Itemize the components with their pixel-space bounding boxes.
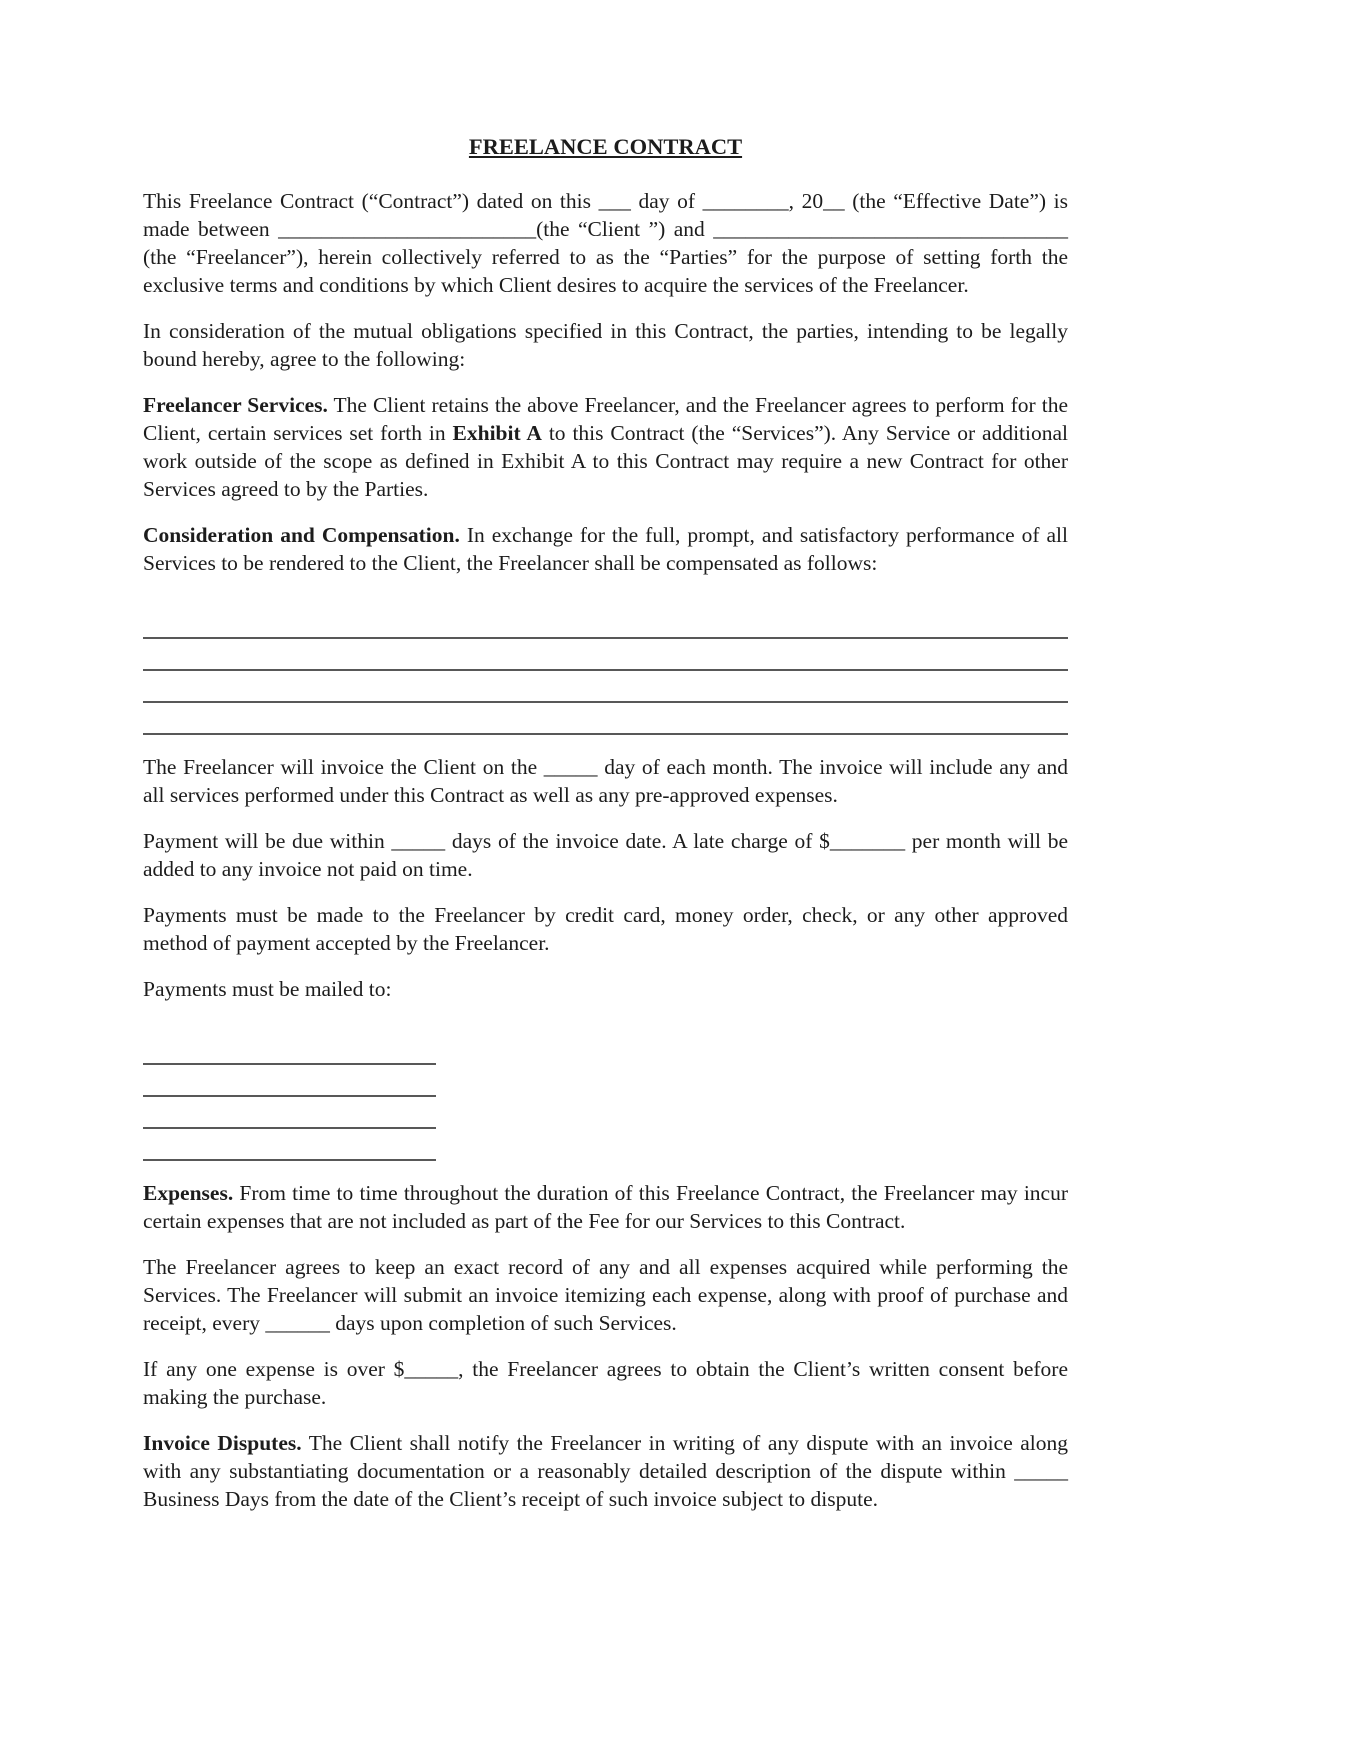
blank-fill-line	[143, 1129, 436, 1161]
invoice-disputes-text: The Client shall notify the Freelancer in writing of any dispute with an invoice along with any substantiating documentation or a reasonably detailed description of the dispute within _____ Business Days from the date of the Client’s receipt of such invoice subject to dispute.	[143, 1431, 1068, 1511]
heading-consideration-compensation: Consideration and Compensation.	[143, 523, 460, 547]
paragraph-consideration-compensation	[143, 521, 1068, 577]
paragraph-intro: This Freelance Contract (“Contract”) dated on this ___ day of ________, 20__ (the “Effective Date”) is made between ________________________(the “Client ”) and _________________________________ (the “Freelancer”), herein collectively referred to as the “Parties” for the purpose of setting forth the exclusive terms and conditions by which Client desires to acquire the services of the Freelancer.	[143, 189, 1068, 297]
expenses-text: From time to time throughout the duration of this Freelance Contract, the Freelancer may incur certain expenses that are not included as part of the Fee for our Services to this Contract.	[143, 1181, 1068, 1233]
paragraph-invoice-disputes	[143, 1429, 1068, 1513]
paragraph-freelancer-services	[143, 391, 1068, 503]
blank-fill-line	[143, 607, 1068, 639]
paragraph-invoice-monthly: The Freelancer will invoice the Client on the _____ day of each month. The invoice will include any and all services performed under this Contract as well as any pre-approved expenses.	[143, 755, 1068, 807]
heading-freelancer-services: Freelancer Services.	[143, 393, 328, 417]
blank-fill-line	[143, 639, 1068, 671]
mailing-address-blank-lines	[143, 1033, 1068, 1161]
paragraph-mutual-obligations: In consideration of the mutual obligations specified in this Contract, the parties, intending to be legally bound hereby, agree to the following:	[143, 319, 1068, 371]
consideration-text: In exchange for the full, prompt, and satisfactory performance of all Services to be rendered to the Client, the Freelancer shall be compensated as follows:	[143, 523, 1068, 575]
blank-fill-line	[143, 1065, 436, 1097]
paragraph-payment-method: Payments must be made to the Freelancer by credit card, money order, check, or any other approved method of payment accepted by the Freelancer.	[143, 903, 1068, 955]
paragraph-payment-due: Payment will be due within _____ days of the invoice date. A late charge of $_______ per month will be added to any invoice not paid on time.	[143, 829, 1068, 881]
blank-fill-line	[143, 1097, 436, 1129]
paragraph-mailing-intro: Payments must be mailed to:	[143, 977, 392, 1001]
blank-fill-line	[143, 671, 1068, 703]
exhibit-a-reference: Exhibit A	[452, 421, 542, 445]
heading-expenses: Expenses.	[143, 1181, 234, 1205]
freelancer-services-text-2: to this Contract (the “Services”). Any Service or additional work outside of the scope as defined in Exhibit A to this Contract may require a new Contract for other Services agreed to by the Parties.	[143, 421, 1069, 501]
blank-fill-line	[143, 703, 1068, 735]
paragraph-expenses	[143, 1179, 1068, 1235]
document-title	[143, 133, 1068, 161]
freelancer-services-text-1: The Client retains the above Freelancer, and the Freelancer agrees to perform for the Client, certain services set forth in	[143, 393, 1068, 445]
paragraph-expense-consent: If any one expense is over $_____, the Freelancer agrees to obtain the Client’s written consent before making the purchase.	[143, 1357, 1068, 1409]
paragraph-expense-records: The Freelancer agrees to keep an exact record of any and all expenses acquired while performing the Services. The Freelancer will submit an invoice itemizing each expense, along with proof of purchase and receipt, every ______ days upon completion of such Services.	[143, 1255, 1068, 1335]
blank-fill-line	[143, 1033, 436, 1065]
heading-invoice-disputes: Invoice Disputes.	[143, 1431, 302, 1455]
compensation-blank-lines	[143, 607, 1068, 735]
document-title-text: FREELANCE CONTRACT	[468, 134, 743, 159]
